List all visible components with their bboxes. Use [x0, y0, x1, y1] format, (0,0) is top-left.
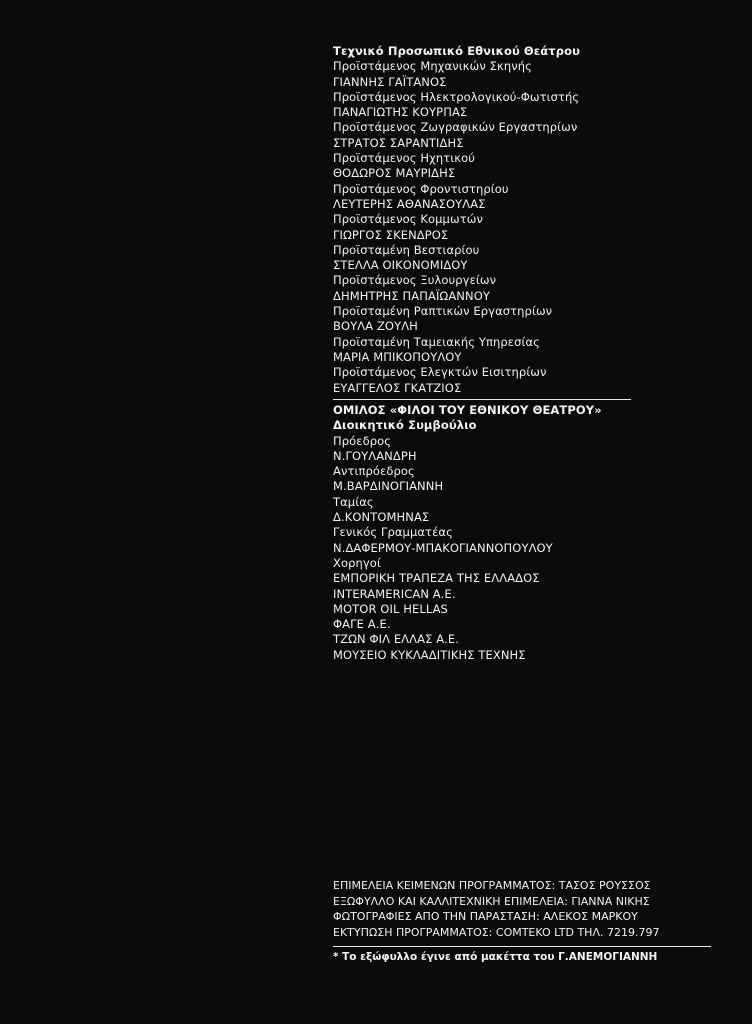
- staff-line: Προϊστάμενος Ελεγκτών Εισιτηρίων: [333, 365, 547, 380]
- staff-line: ΕΥΑΓΓΕΛΟΣ ΓΚΑΤΖΙΟΣ: [333, 380, 462, 395]
- program-credits: [333, 878, 723, 940]
- staff-line: ΛΕΥΤΕΡΗΣ ΑΘΑΝΑΣΟΥΛΑΣ: [333, 196, 486, 211]
- staff-line: Προϊσταμένη Ραπτικών Εργαστηρίων: [333, 304, 553, 319]
- staff-line: Προϊστάμενος Ηλεκτρολογικού-Φωτιστής: [333, 89, 580, 104]
- staff-line: Προϊστάμενος Φροντιστηρίου: [333, 181, 509, 196]
- credit-line: ΦΩΤΟΓΡΑΦΙΕΣ ΑΠΟ ΤΗΝ ΠΑΡΑΣΤΑΣΗ: ΑΛΕΚΟΣ ΜΑΡΚΟΥ: [333, 910, 638, 924]
- cover-note: * Το εξώφυλλο έγινε από μακέττα του Γ.ΑΝΕΜΟΓΙΑΝΝΗ: [333, 951, 658, 963]
- staff-line: Προϊστάμενος Ξυλουργείων: [333, 273, 497, 288]
- board-line: Χορηγοί: [333, 555, 381, 570]
- friends-group-heading: ΟΜΙΛΟΣ «ΦΙΛΟΙ ΤΟΥ ΕΘΝΙΚΟΥ ΘΕΑΤΡΟΥ»: [333, 403, 602, 417]
- board-line: ΦΑΓΕ Α.Ε.: [333, 617, 391, 632]
- credit-line: ΕΞΩΦΥΛΛΟ ΚΑΙ ΚΑΛΛΙΤΕΧΝΙΚΗ ΕΠΙΜΕΛΕΙΑ: ΓΙΑΝΝΑ ΝΙΚΗΣ: [333, 894, 650, 908]
- staff-line: Προϊστάμενος Μηχανικών Σκηνής: [333, 59, 532, 74]
- board-line: Δ.ΚΟΝΤΟΜΗΝΑΣ: [333, 510, 430, 525]
- credits-divider: [333, 946, 711, 947]
- staff-line: ΔΗΜΗΤΡΗΣ ΠΑΠΑΪΩΑΝΝΟΥ: [333, 288, 490, 303]
- staff-line: Προϊσταμένη Ταμειακής Υπηρεσίας: [333, 334, 541, 349]
- friends-group-section: [333, 403, 723, 663]
- board-line: Αντιπρόεδρος: [333, 464, 415, 479]
- staff-line: Προϊστάμενος Ηχητικού: [333, 151, 476, 166]
- board-line: Ν.ΔΑΦΕΡΜΟΥ-ΜΠΑΚΟΓΙΑΝΝΟΠΟΥΛΟΥ: [333, 540, 553, 555]
- staff-line: ΒΟΥΛΑ ΖΟΥΛΗ: [333, 319, 418, 334]
- board-line: ΤΖΩΝ ΦΙΛ ΕΛΛΑΣ Α.Ε.: [333, 632, 460, 647]
- staff-line: ΜΑΡΙΑ ΜΠΙΚΟΠΟΥΛΟΥ: [333, 349, 462, 364]
- technical-staff-section: [333, 44, 723, 396]
- board-line: INTERAMERICAN A.E.: [333, 586, 456, 601]
- board-line: Ταμίας: [333, 494, 374, 509]
- staff-line: Προϊστάμενος Ζωγραφικών Εργαστηρίων: [333, 120, 578, 135]
- board-line: ΕΜΠΟΡΙΚΗ ΤΡΑΠΕΖΑ ΤΗΣ ΕΛΛΑΔΟΣ: [333, 571, 540, 586]
- staff-line: ΣΤΕΛΛΑ ΟΙΚΟΝΟΜΙΔΟΥ: [333, 258, 468, 273]
- board-line: Μ.ΒΑΡΔΙΝΟΓΙΑΝΝΗ: [333, 479, 444, 494]
- staff-line: ΓΙΑΝΝΗΣ ΓΑΪΤΑΝΟΣ: [333, 74, 447, 89]
- staff-line: ΘΟΔΩΡΟΣ ΜΑΥΡΙΔΗΣ: [333, 166, 456, 181]
- board-line: MOTOR OIL HELLAS: [333, 601, 448, 616]
- technical-staff-heading: Τεχνικό Προσωπικό Εθνικού Θεάτρου: [333, 44, 580, 58]
- board-line: Ν.ΓΟΥΛΑΝΔΡΗ: [333, 448, 417, 463]
- staff-line: ΠΑΝΑΓΙΩΤΗΣ ΚΟΥΡΠΑΣ: [333, 105, 468, 120]
- board-line: Πρόεδρος: [333, 433, 392, 448]
- staff-line: ΓΙΩΡΓΟΣ ΣΚΕΝΔΡΟΣ: [333, 227, 449, 242]
- credit-line: ΕΚΤΥΠΩΣΗ ΠΡΟΓΡΑΜΜΑΤΟΣ: COMTEKO LTD ΤΗΛ. 7219.797: [333, 925, 660, 939]
- staff-line: Προϊστάμενος Κομμωτών: [333, 212, 483, 227]
- board-line: Γενικός Γραμματέας: [333, 525, 453, 540]
- board-subheading: Διοικητικό Συμβούλιο: [333, 418, 477, 433]
- section-divider: [333, 399, 631, 400]
- credit-line: ΕΠΙΜΕΛΕΙΑ ΚΕΙΜΕΝΩΝ ΠΡΟΓΡΑΜΜΑΤΟΣ: ΤΑΣΟΣ ΡΟΥΣΣΟΣ: [333, 879, 651, 892]
- staff-line: ΣΤΡΑΤΟΣ ΣΑΡΑΝΤΙΔΗΣ: [333, 135, 464, 150]
- board-line: ΜΟΥΣΕΙΟ ΚΥΚΛΑΔΙΤΙΚΗΣ ΤΕΧΝΗΣ: [333, 647, 526, 662]
- staff-line: Προϊσταμένη Βεστιαρίου: [333, 242, 480, 257]
